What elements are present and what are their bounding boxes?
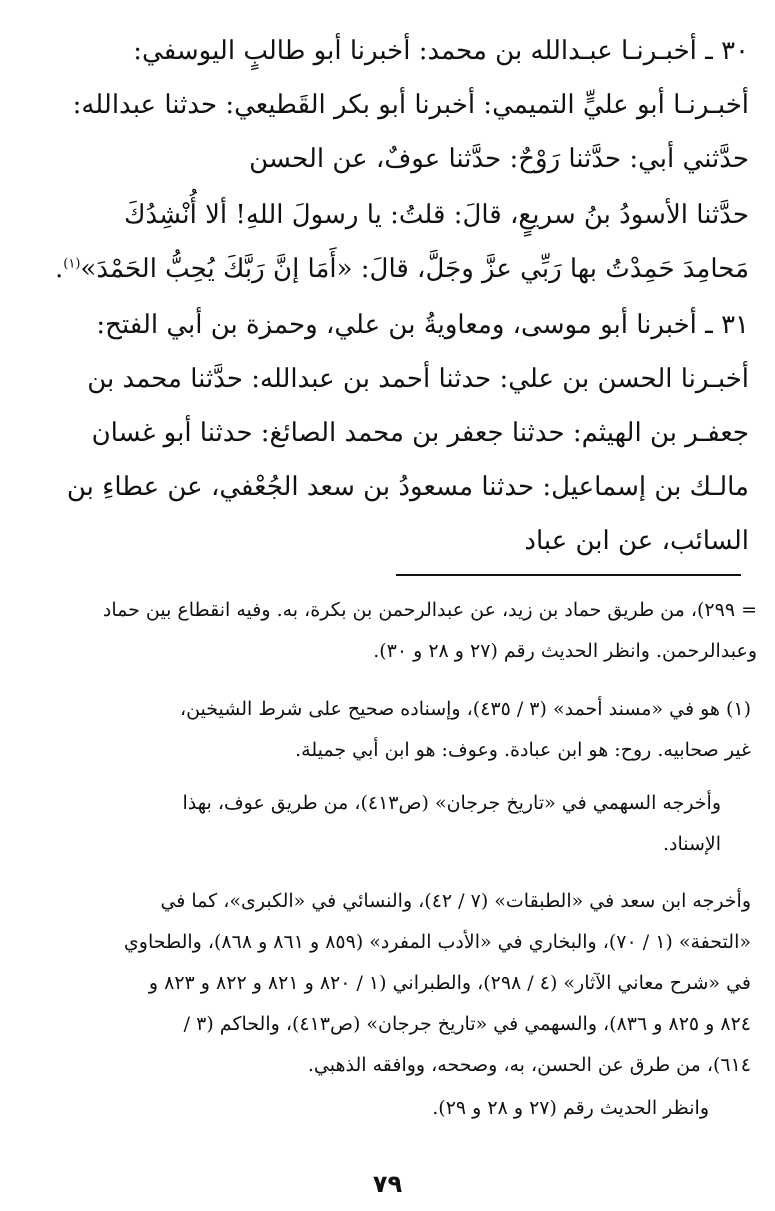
footnotes [17, 590, 757, 1129]
hadith-30-isnad: ٣٠ ـ أخبـرنـا عبـدالله بن محمد: أخبرنا أبو طالبٍ اليوسفي: أخبـرنـا أبو عليٍّ التميمي: أخبرنا أبو بكر القَطيعي: حدثنا عبدالله: حدَّثني أبي: حدَّثنا رَوْحٌ: حدَّثنا عوفٌ، عن الحسن [72, 36, 749, 174]
hadith-31: ٣١ ـ أخبرنا أبو موسى، ومعاويةُ بن علي، وحمزة بن أبي الفتح: أخبـرنا الحسن بن علي: حدثنا أحمد بن عبدالله: حدَّثنا محمد بن جعفـر بن الهيثم: حدثنا جعفر بن محمد الصائغ: حدثنا أبو غسان مالـك بن إسماعيل: حدثنا مسعودُ بن سعد الجُعْفي، عن عطاءِ بن السائب، عن ابن عباد [66, 310, 749, 556]
footnote-1-sahmi: وأخرجه السهمي في «تاريخ جرجان» (ص٤١٣)، من طريق عوف، بهذا الإسناد. [182, 792, 721, 855]
footnote-marker-1[interactable]: (١) [63, 256, 81, 272]
footnote-separator [396, 574, 741, 576]
hadith-30-matn-text: حدَّثنا الأسودُ بنُ سريعٍ، قالَ: قلتُ: يا رسولَ اللهِ! ألا أُنْشِدُكَ مَحامِدَ حَمِدْتُ بها رَبِّي عزَّ وجَلَّ، قالَ: «أَمَا إنَّ رَبَّكَ يُحِبُّ الحَمْدَ» [80, 200, 749, 284]
footnote-1-takhrij: وأخرجه ابن سعد في «الطبقات» (٧ / ٤٢)، والنسائي في «الكبرى»، كما في «التحفة» (١ / ٧٠)، والبخاري في «الأدب المفرد» (٨٥٩ و ٨٦١ و ٨٦٨)، والطحاوي في «شرح معاني الآثار» (٤ / ٢٩٨)، والطبراني (١ / ٨٢٠ و ٨٢١ و ٨٢٢ و ٨٢٣ و ٨٢٤ و ٨٢٥ و ٨٣٦)، والسهمي في «تاريخ جرجان» (ص٤١٣)، والحاكم (٣ / ٦١٤)، من طرق عن الحسن، به، وصححه، ووافقه الذهبي. [123, 890, 751, 1076]
footnote-1-see-also: وانظر الحديث رقم (٢٧ و ٢٨ و ٢٩). [432, 1097, 709, 1119]
hadith-30-matn: حدَّثنا الأسودُ بنُ سريعٍ، قالَ: قلتُ: يا رسولَ اللهِ! ألا أُنْشِدُكَ مَحامِدَ حَمِدْتُ بها رَبِّي عزَّ وجَلَّ، قالَ: «أَمَا إنَّ رَبَّكَ يُحِبُّ الحَمْدَ»$^{(١)}$. [55, 200, 749, 284]
main-text [29, 24, 749, 568]
footnote-1: (١) هو في «مسند أحمد» (٣ / ٤٣٥)، وإسناده صحيح على شرط الشيخين، غير صحابيه. روح: هو ابن عبادة. وعوف: هو ابن أبي جميلة. [179, 698, 751, 761]
page-number: ٧٩ [372, 1170, 403, 1198]
footnote-continued: = ٢٩٩)، من طريق حماد بن زيد، عن عبدالرحمن بن بكرة، به. وفيه انقطاع بين حماد وعبدالرحمن. وانظر الحديث رقم (٢٧ و ٢٨ و ٣٠). [102, 599, 757, 662]
